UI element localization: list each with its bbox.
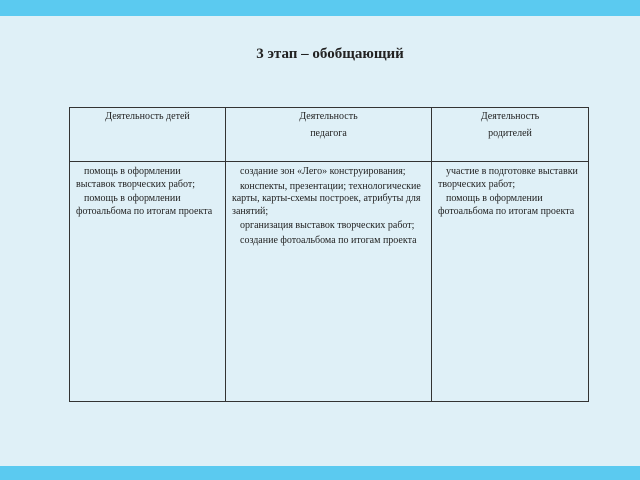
list-item: участие в подготовке выставки творческих работ;	[438, 166, 578, 190]
header-line: Деятельность детей	[105, 111, 190, 122]
header-line: Деятельность	[480, 111, 540, 122]
table-content-row	[70, 162, 589, 402]
list-item: конспекты, презентации; технологические карты, карты-схемы построек, атрибуты для занятий;	[232, 180, 421, 217]
header-teacher-activity	[226, 108, 432, 162]
header-line: родителей	[488, 127, 532, 139]
list-item: помощь в оформлении фотоальбома по итогам проекта	[76, 193, 213, 217]
list-item: помощь в оформлении фотоальбома по итогам проекта	[438, 193, 575, 217]
table-header-row	[70, 108, 589, 162]
teacher-activity-cell	[226, 162, 432, 402]
bottom-accent-bar	[0, 466, 640, 480]
header-children-activity	[70, 108, 226, 162]
top-accent-bar	[0, 0, 640, 16]
header-parents-activity	[432, 108, 589, 162]
children-activity-cell	[70, 162, 226, 402]
list-item: создание фотоальбома по итогам проекта	[240, 234, 417, 246]
parents-activity-cell	[432, 162, 589, 402]
activities-table	[69, 107, 589, 402]
list-item: организация выставок творческих работ;	[240, 220, 415, 231]
slide-title: 3 этап – обобщающий	[256, 46, 404, 62]
list-item: помощь в оформлении выставок творческих работ;	[76, 166, 196, 190]
header-line: Деятельность	[299, 111, 358, 122]
header-line: педагога	[310, 127, 347, 139]
list-item: создание зон «Лего» конструирования;	[240, 166, 406, 177]
